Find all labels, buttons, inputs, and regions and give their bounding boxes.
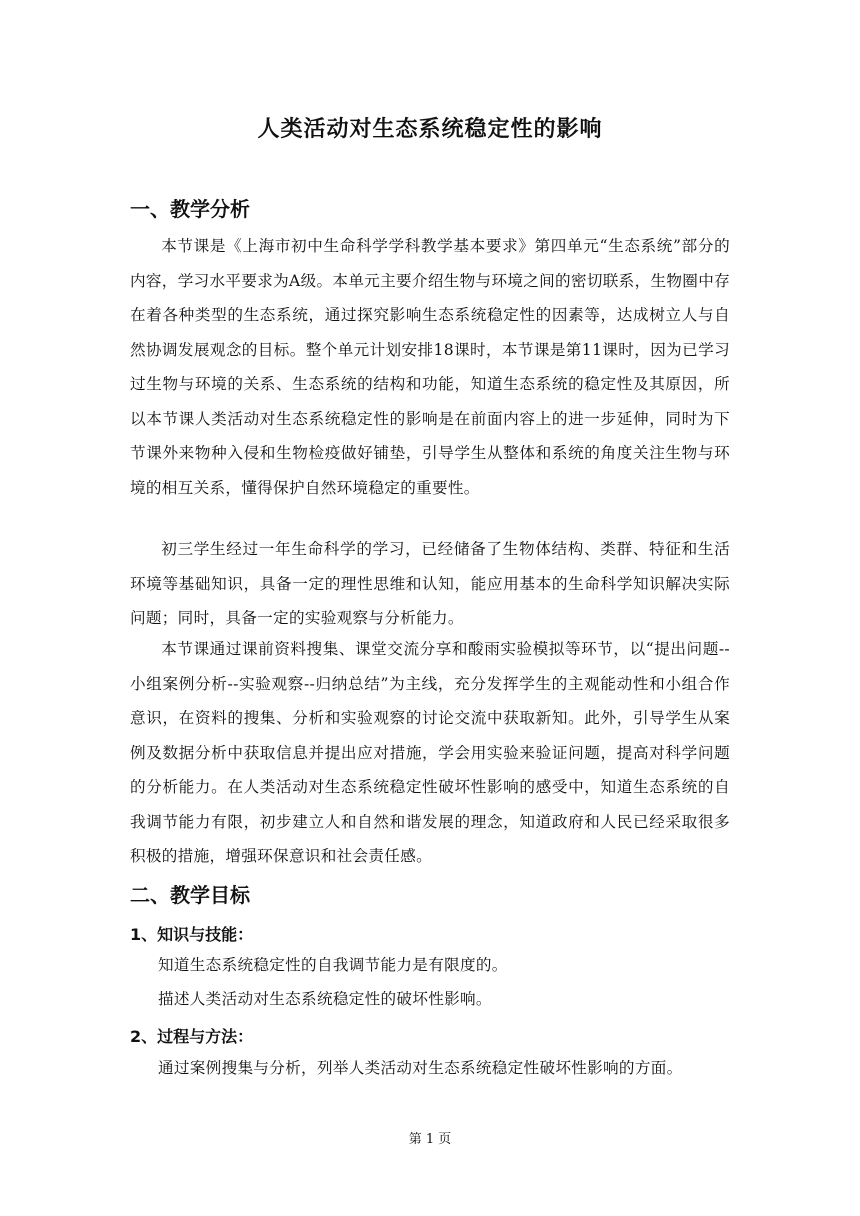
paragraph-analysis-1: 本节课是《上海市初中生命科学学科教学基本要求》第四单元“生态系统”部分的内容，学习水平要求为A级。本单元主要介绍生物与环境之间的密切联系，生物圈中存在着各种类型的生态系统，通过探究影响生态系统稳定性的因素等，达成树立人与自然协调发展观念的目标。整个单元计划安排18课时，本节课是第11课时，因为已学习过生物与环境的关系、生态系统的结构和功能，知道生态系统的稳定性及其原因，所以本节课人类活动对生态系统稳定性的影响是在前面内容上的进一步延伸，同时为下节课外来物种入侵和生物检疫做好铺垫，引导学生从整体和系统的角度关注生物与环境的相互关系，懂得保护自然环境稳定的重要性。 [130,237,730,497]
document-title: 人类活动对生态系统稳定性的影响 [257,117,603,142]
goal-line-2: 描述人类活动对生态系统稳定性的破坏性影响。 [158,990,492,1008]
paragraph-analysis-2: 初三学生经过一年生命科学的学习，已经储备了生物体结构、类群、特征和生活环境等基础知识，具备一定的理性思维和认知，能应用基本的生命科学知识解决实际问题；同时，具备一定的实验观察与分析能力。 [130,540,730,627]
subheading-process-method: 2、过程与方法： [130,1027,254,1046]
paragraph-analysis-3: 本节课通过课前资料搜集、课堂交流分享和酸雨实验模拟等环节，以“提出问题--小组案例分析--实验观察--归纳总结”为主线，充分发挥学生的主观能动性和小组合作意识，在资料的搜集、分析和实验观察的讨论交流中获取新知。此外，引导学生从案例及数据分析中获取信息并提出应对措施，学会用实验来验证问题，提高对科学问题的分析能力。在人类活动对生态系统稳定性破坏性影响的感受中，知道生态系统的自我调节能力有限，初步建立人和自然和谐发展的理念，知道政府和人民已经采取很多积极的措施，增强环保意识和社会责任感。 [130,640,730,865]
page-footer: 第 1 页 [408,1132,452,1147]
goal-line-3: 通过案例搜集与分析，列举人类活动对生态系统稳定性破坏性影响的方面。 [158,1059,683,1077]
subheading-knowledge-skills: 1、知识与技能： [130,925,254,944]
section-heading-teaching-goals: 二、教学目标 [130,883,250,907]
section-heading-teaching-analysis: 一、教学分析 [130,197,250,221]
goal-line-1: 知道生态系统稳定性的自我调节能力是有限度的。 [158,956,508,974]
